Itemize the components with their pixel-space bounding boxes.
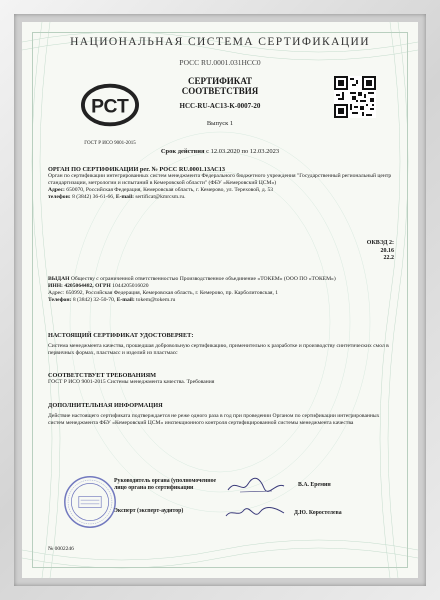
certifies-title: НАСТОЯЩИЙ СЕРТИФИКАТ УДОСТОВЕРЯЕТ: [48, 332, 194, 339]
organ-section [48, 166, 392, 201]
qr-code-icon [334, 76, 376, 118]
serial-number: № 0002246 [48, 546, 74, 552]
certifies-section [48, 332, 392, 357]
certificate-title-block [152, 76, 288, 127]
okved-label: ОКВЭД 2: [366, 240, 394, 246]
issued-contacts: Телефон: 8 (3842) 32-50-70, E-mail: tokem@tokem.ru [48, 297, 176, 303]
certifies-text: Система менеджмента качества, прошедшая добровольную сертификацию, применительно к разработке и производству синтетических смол в первичных формах, пластмасс и изделий из пластмасс [48, 343, 389, 356]
certificate-title-line2: СООТВЕТСТВИЯ [181, 86, 259, 96]
round-seal-icon [62, 474, 118, 530]
certificate-page [22, 22, 418, 578]
certificate-issue: Выпуск 1 [206, 120, 234, 127]
organ-text: Орган по сертификации интегрированных систем менеджмента Федерального бюджетного учреждения "Государственный региональный центр стандартизации, метрологии и испытаний в Кемеровской области" (ФБУ «Кемеровский ЦСМ») [48, 173, 392, 186]
svg-text:РСТ: РСТ [91, 96, 129, 118]
organ-address: Адрес: 650070, Российская Федерация, Кемеровская область, г. Кемерово, ул. Тереховой, д. 53 [48, 187, 274, 193]
requirements-text: ГОСТ Р ИСО 9001-2015 Системы менеджмента качества. Требования [48, 379, 215, 385]
requirements-title: СООТВЕТСТВУЕТ ТРЕБОВАНИЯМ [48, 372, 157, 379]
organ-title: ОРГАН ПО СЕРТИФИКАЦИИ рег. № РОСС RU.0001.13АС13 [48, 166, 226, 173]
head-signature-label: Руководитель органа (уполномоченное лицо органа по сертификации [114, 478, 217, 491]
expert-signature-icon [224, 504, 286, 522]
expert-signature-label: Эксперт (эксперт-аудитор) [114, 508, 184, 514]
issued-address: Адрес: 650992, Российская Федерация, Кемеровская область, г. Кемерово, пр. Карболитовская, 1 [48, 290, 279, 296]
issued-ids: ИНН: 4205064482, ОГРН 1044205016020 [48, 283, 149, 289]
expert-name: Д.Ю. Коростелева [294, 510, 342, 516]
head-signature-icon [226, 476, 286, 496]
organ-contacts: телефон: 8 (3842) 36-61-66, E-mail: sertificat@kmrcsm.ru. [48, 194, 186, 200]
okved-code: 20.16 [380, 247, 394, 254]
logo-caption: ГОСТ Р ИСО 9001-2015 [84, 141, 136, 146]
logo-block [70, 76, 150, 146]
validity-value: с 12.03.2020 по 12.03.2023 [206, 148, 280, 155]
issued-text: ВЫДАН Обществу с ограниченной ответственностью Производственное объединение «ТОКЕМ» (ООО ПО «ТОКЕМ») [48, 276, 336, 282]
certificate-number: НСС-RU-AC13-K-0007-20 [179, 102, 261, 110]
registry-number: РОСС RU.0001.031НСС0 [179, 58, 261, 67]
additional-section [48, 402, 392, 427]
signature-area [48, 472, 392, 532]
head-name: В.А. Еремин [298, 482, 331, 488]
additional-text: Действие настоящего сертификата подтверждается не реже одного раза в год при проведении Органом по сертификации интегрированных систем менеджмента ФБУ «Кемеровский ЦСМ» инспекционного контроля сертифицированной системы менеджмента качества [48, 413, 380, 426]
validity-period [42, 148, 398, 155]
issued-section [48, 276, 392, 304]
system-title: НАЦИОНАЛЬНАЯ СИСТЕМА СЕРТИФИКАЦИИ [70, 36, 370, 48]
okved-block [350, 240, 394, 263]
okved-code: 22.2 [383, 255, 394, 262]
certificate-title-line1: СЕРТИФИКАТ [187, 76, 253, 86]
rst-mark-icon [81, 76, 139, 134]
additional-title: ДОПОЛНИТЕЛЬНАЯ ИНФОРМАЦИЯ [48, 402, 163, 409]
requirements-section [48, 372, 392, 386]
validity-label: Срок действия [160, 148, 205, 155]
